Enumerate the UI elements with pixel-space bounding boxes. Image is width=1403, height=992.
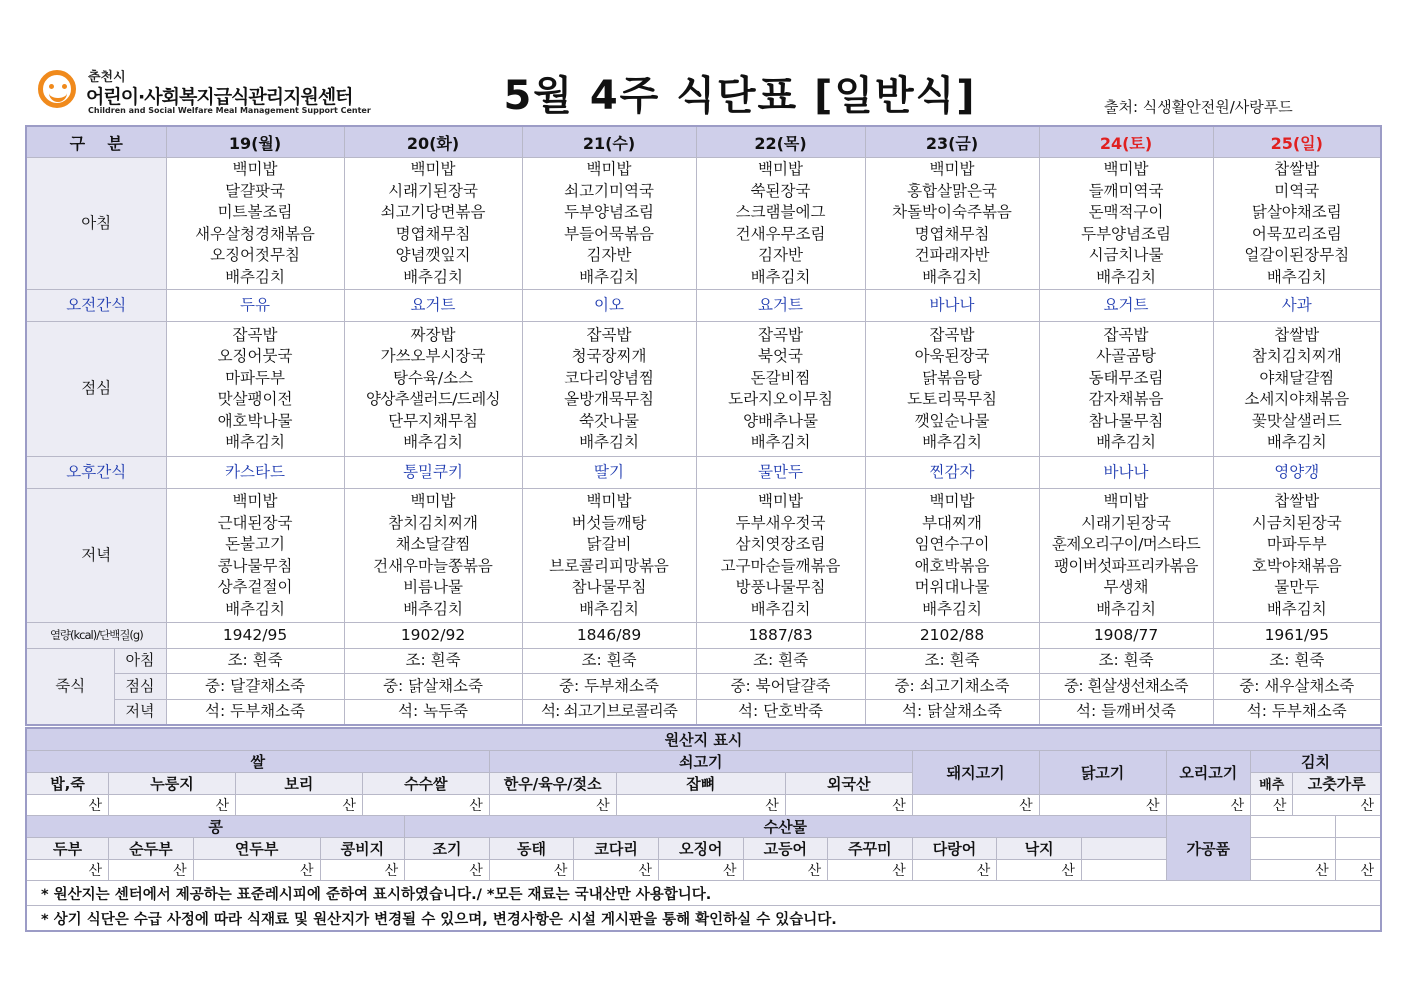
menu-item: 새우살청경채볶음 (195, 224, 315, 243)
origin-value: 산 (26, 795, 109, 816)
origin-beef-item: 잡뼈 (616, 773, 785, 795)
origin-note: * 원산지는 센터에서 제공하는 표준레시피에 준하여 표시하였습니다./ *모든 재료는 국내산만 사용합니다. (26, 881, 1381, 906)
origin-value: 산 (193, 860, 320, 881)
origin-blank (1251, 838, 1336, 860)
menu-item: 삼치엿장조림 (735, 535, 826, 553)
menu-item: 깻잎순나물 (914, 411, 990, 430)
menu-item: 백미밥 (929, 160, 975, 178)
menu-item: 미역국 (1274, 181, 1320, 200)
origin-processed-header: 가공품 (1166, 816, 1251, 881)
dinner-cell (696, 489, 865, 623)
dinner-cell (865, 489, 1039, 623)
origin-value: 산 (574, 860, 659, 881)
menu-item: 참나물무침 (571, 578, 647, 596)
kcal-value: 1942/95 (166, 623, 344, 649)
kcal-value: 2102/88 (865, 623, 1039, 649)
origin-title-row (26, 728, 1381, 751)
juk-lunch: 중: 달걀채소죽 (166, 674, 344, 700)
dinner-cell (522, 489, 696, 623)
day-header-sunday: 25(일) (1213, 126, 1381, 158)
origin-blank (1335, 816, 1381, 838)
juk-lunch: 중: 흰살생선채소죽 (1039, 674, 1213, 700)
origin-duck-header: 오리고기 (1166, 751, 1251, 795)
juk-breakfast: 조: 흰죽 (344, 649, 522, 674)
breakfast-cell (344, 158, 522, 290)
origin-seafood-item: 다랑어 (912, 838, 997, 860)
menu-item: 배추김치 (750, 267, 811, 286)
juk-dinner: 석: 단호박죽 (696, 700, 865, 725)
juk-dinner-label: 저녁 (114, 700, 166, 725)
origin-value: 산 (109, 795, 236, 816)
origin-value: 산 (997, 860, 1082, 881)
menu-item: 청국장찌개 (571, 347, 647, 365)
origin-kimchi-header: 김치 (1251, 751, 1381, 773)
menu-item: 쑥된장국 (750, 181, 811, 200)
origin-value: 산 (912, 860, 997, 881)
menu-item: 배추김치 (225, 267, 285, 286)
org-city: 춘천시 (88, 70, 126, 85)
pm-snack: 바나나 (1039, 457, 1213, 489)
menu-item: 감자채볶음 (1088, 390, 1164, 408)
origin-kimchi-item: 고춧가루 (1293, 773, 1381, 795)
origin-value: 산 (912, 795, 1039, 816)
menu-item: 돈갈비찜 (750, 368, 811, 387)
origin-value: 산 (616, 795, 785, 816)
origin-bean-item: 연두부 (193, 838, 320, 860)
origin-beef-header: 쇠고기 (489, 751, 912, 773)
menu-item: 돈맥적구이 (1088, 203, 1164, 221)
juk-dinner-row (26, 700, 1381, 725)
menu-item: 돈불고기 (225, 535, 285, 553)
menu-item: 참나물무침 (1088, 411, 1164, 430)
menu-item: 물만두 (1274, 578, 1320, 596)
kcal-value: 1846/89 (522, 623, 696, 649)
day-header-saturday: 24(토) (1039, 126, 1213, 158)
origin-blank (1251, 816, 1336, 838)
origin-chicken-header: 닭고기 (1039, 751, 1166, 795)
org-name-english: Children and Social Welfare Meal Management Support Center (88, 106, 371, 115)
menu-item: 시금치된장국 (1251, 513, 1342, 532)
origin-bean-item: 두부 (26, 838, 109, 860)
kcal-value: 1887/83 (696, 623, 865, 649)
menu-item: 도토리묵무침 (907, 390, 997, 408)
kcal-value: 1961/95 (1213, 623, 1381, 649)
lunch-label: 점심 (26, 322, 166, 457)
menu-item: 쇠고기미역국 (564, 181, 654, 200)
menu-item: 탕수육/소스 (392, 368, 474, 387)
menu-item: 코다리양념찜 (564, 368, 654, 387)
origin-blank (1081, 838, 1166, 860)
menu-item: 시래기된장국 (1081, 513, 1171, 532)
menu-item: 배추김치 (579, 433, 639, 451)
menu-item: 백미밥 (1103, 160, 1149, 178)
menu-item: 참치김치찌개 (1251, 347, 1342, 365)
juk-lunch: 중: 새우살채소죽 (1213, 674, 1381, 700)
menu-source: 출처: 식생활안전원/사랑푸드 (1104, 98, 1293, 116)
am-snack: 이오 (522, 290, 696, 322)
origin-pork-header: 돼지고기 (912, 751, 1039, 795)
kcal-row (26, 623, 1381, 649)
menu-item: 백미밥 (758, 492, 803, 510)
day-header: 23(금) (865, 126, 1039, 158)
day-header: 19(월) (166, 126, 344, 158)
origin-bean-header: 콩 (26, 816, 405, 838)
kcal-label: 열량(kcal)/단백질(g) (26, 623, 166, 649)
juk-lunch: 중: 쇠고기채소죽 (865, 674, 1039, 700)
menu-item: 백미밥 (1103, 492, 1149, 510)
menu-item: 훈제오리구이/머스타드 (1051, 535, 1201, 553)
menu-item: 배추김치 (403, 267, 463, 286)
juk-dinner: 석: 녹두죽 (344, 700, 522, 725)
menu-item: 소세지야채볶음 (1244, 390, 1350, 408)
lunch-cell (1213, 322, 1381, 457)
menu-item: 차돌박이숙주볶음 (892, 203, 1012, 221)
origin-value: 산 (658, 860, 743, 881)
menu-item: 버섯들깨탕 (571, 513, 647, 532)
menu-item: 시래기된장국 (388, 181, 478, 200)
juk-dinner: 석: 쇠고기브로콜리죽 (522, 700, 696, 725)
juk-lunch: 중: 닭살채소죽 (344, 674, 522, 700)
juk-dinner: 석: 들깨버섯죽 (1039, 700, 1213, 725)
menu-item: 임연수구이 (914, 535, 990, 553)
menu-item: 건새우무조림 (735, 224, 826, 243)
menu-item: 쑥갓나물 (579, 411, 639, 430)
menu-item: 무생채 (1103, 578, 1149, 596)
menu-item: 백미밥 (758, 160, 803, 178)
menu-item: 참치김치찌개 (388, 513, 478, 532)
origin-value: 산 (785, 795, 912, 816)
menu-item: 오징어뭇국 (217, 347, 293, 365)
menu-item: 닭살야채조림 (1251, 203, 1342, 221)
menu-item: 배추김치 (922, 267, 982, 286)
lunch-cell (166, 322, 344, 457)
center-logo (38, 66, 378, 120)
am-snack: 두유 (166, 290, 344, 322)
weekly-menu-table (25, 125, 1382, 726)
origin-blank (1335, 838, 1381, 860)
menu-item: 얼갈이된장무침 (1244, 246, 1350, 264)
category-header: 구 분 (26, 126, 166, 158)
kcal-value: 1902/92 (344, 623, 522, 649)
menu-item: 가쓰오부시장국 (380, 347, 486, 365)
origin-seafood-item: 코다리 (574, 838, 659, 860)
menu-item: 양념깻잎지 (395, 246, 471, 264)
juk-breakfast: 조: 흰죽 (865, 649, 1039, 674)
menu-item: 상추겉절이 (217, 578, 293, 596)
menu-item: 부대찌개 (922, 513, 982, 532)
origin-value: 산 (26, 860, 109, 881)
origin-seafood-item: 동태 (489, 838, 574, 860)
menu-item: 백미밥 (232, 492, 278, 510)
menu-item: 배추김치 (922, 599, 982, 618)
menu-item: 배추김치 (579, 599, 639, 618)
menu-item: 백미밥 (586, 160, 632, 178)
origin-kimchi-item: 배추 (1251, 773, 1293, 795)
origin-value: 산 (235, 795, 362, 816)
lunch-cell (522, 322, 696, 457)
day-header: 20(화) (344, 126, 522, 158)
origin-bean-item: 콩비지 (320, 838, 405, 860)
origin-seafood-item: 낙지 (997, 838, 1082, 860)
menu-item: 호박야채볶음 (1251, 556, 1342, 575)
menu-item: 배추김치 (1096, 433, 1156, 451)
breakfast-cell (166, 158, 344, 290)
day-header-row (26, 126, 1381, 158)
menu-item: 부들어묵볶음 (564, 224, 654, 243)
origin-table (25, 727, 1382, 932)
breakfast-label: 아침 (26, 158, 166, 290)
origin-value: 산 (109, 860, 194, 881)
menu-item: 쇠고기당면볶음 (380, 203, 486, 221)
menu-item: 애호박볶음 (914, 556, 990, 575)
origin-value: 산 (362, 795, 489, 816)
origin-rice-item: 보리 (235, 773, 362, 795)
menu-item: 백미밥 (410, 492, 456, 510)
am-snack-row (26, 290, 1381, 322)
origin-value: 산 (1335, 860, 1381, 881)
juk-breakfast: 조: 흰죽 (1213, 649, 1381, 674)
dinner-cell (1039, 489, 1213, 623)
menu-item: 팽이버섯파프리카볶음 (1054, 556, 1198, 575)
origin-value: 산 (1293, 795, 1381, 816)
pm-snack: 물만두 (696, 457, 865, 489)
menu-item: 양상추샐러드/드레싱 (366, 390, 500, 408)
origin-value: 산 (1166, 795, 1251, 816)
origin-rice-item: 밥,죽 (26, 773, 109, 795)
lunch-cell (696, 322, 865, 457)
pm-snack: 영양갱 (1213, 457, 1381, 489)
breakfast-cell (1039, 158, 1213, 290)
am-snack: 요거트 (1039, 290, 1213, 322)
menu-item: 배추김치 (579, 267, 639, 286)
menu-item: 미트볼조림 (217, 203, 293, 221)
origin-seafood-item: 주꾸미 (828, 838, 913, 860)
origin-rice-item: 수수쌀 (362, 773, 489, 795)
menu-item: 맛살팽이전 (217, 390, 293, 408)
juk-breakfast: 조: 흰죽 (696, 649, 865, 674)
org-name: 어린이·사회복지급식관리지원센터 (86, 86, 353, 108)
menu-item: 달걀팟국 (225, 181, 285, 200)
origin-value: 산 (743, 860, 828, 881)
note-row-1 (26, 881, 1381, 906)
am-snack: 요거트 (696, 290, 865, 322)
day-header: 22(목) (696, 126, 865, 158)
am-snack: 바나나 (865, 290, 1039, 322)
menu-item: 배추김치 (1266, 599, 1327, 618)
origin-blank (1081, 860, 1166, 881)
origin-seafood-header: 수산물 (405, 816, 1166, 838)
menu-item: 잡곡밥 (758, 325, 803, 344)
juk-lunch: 중: 두부채소죽 (522, 674, 696, 700)
menu-item: 오징어젓무침 (210, 246, 300, 264)
juk-dinner: 석: 두부채소죽 (166, 700, 344, 725)
menu-item: 명엽채무침 (914, 224, 990, 243)
origin-group-row-1 (26, 751, 1381, 773)
lunch-row (26, 322, 1381, 457)
menu-item: 찹쌀밥 (1274, 325, 1320, 344)
menu-item: 배추김치 (750, 599, 811, 618)
menu-item: 들깨미역국 (1088, 181, 1164, 200)
menu-item: 백미밥 (586, 492, 632, 510)
lunch-cell (865, 322, 1039, 457)
menu-item: 두부양념조림 (564, 203, 654, 221)
menu-item: 닭갈비 (586, 535, 632, 553)
menu-item: 배추김치 (403, 599, 463, 618)
pm-snack: 통밀쿠키 (344, 457, 522, 489)
am-snack-label: 오전간식 (26, 290, 166, 322)
menu-item: 잡곡밥 (929, 325, 975, 344)
am-snack: 요거트 (344, 290, 522, 322)
juk-dinner: 석: 닭살채소죽 (865, 700, 1039, 725)
menu-item: 브로콜리피망볶음 (549, 556, 669, 575)
pm-snack: 카스타드 (166, 457, 344, 489)
menu-item: 배추김치 (750, 433, 811, 451)
menu-item: 꽃맛살샐러드 (1251, 411, 1342, 430)
juk-lunch: 중: 북어달걀죽 (696, 674, 865, 700)
origin-value: 산 (828, 860, 913, 881)
menu-item: 양배추나물 (743, 411, 818, 430)
origin-title: 원산지 표시 (26, 728, 1381, 751)
juk-lunch-label: 점심 (114, 674, 166, 700)
pm-snack-label: 오후간식 (26, 457, 166, 489)
breakfast-cell (865, 158, 1039, 290)
menu-item: 잡곡밥 (232, 325, 278, 344)
menu-item: 머위대나물 (914, 578, 990, 596)
origin-value: 산 (1039, 795, 1166, 816)
menu-item: 홍합살맑은국 (907, 181, 997, 200)
menu-item: 채소달걀찜 (395, 535, 471, 553)
menu-item: 백미밥 (410, 160, 456, 178)
origin-group-row-2 (26, 816, 1381, 838)
juk-label: 죽식 (26, 649, 114, 725)
pm-snack: 딸기 (522, 457, 696, 489)
menu-item: 배추김치 (225, 433, 285, 451)
menu-item: 사골곰탕 (1096, 347, 1156, 365)
menu-item: 찹쌀밥 (1274, 492, 1320, 510)
menu-item: 찹쌀밥 (1274, 160, 1320, 178)
juk-breakfast-row (26, 649, 1381, 674)
menu-item: 배추김치 (225, 599, 285, 618)
juk-breakfast: 조: 흰죽 (166, 649, 344, 674)
juk-dinner: 석: 두부채소죽 (1213, 700, 1381, 725)
menu-item: 백미밥 (929, 492, 975, 510)
menu-item: 도라지오이무침 (728, 390, 833, 408)
menu-item: 배추김치 (1266, 267, 1327, 286)
menu-item: 배추김치 (403, 433, 463, 451)
breakfast-cell (522, 158, 696, 290)
origin-value: 산 (1251, 795, 1293, 816)
dinner-cell (166, 489, 344, 623)
menu-item: 야채달걀찜 (1259, 368, 1335, 387)
dinner-cell (344, 489, 522, 623)
menu-item: 건새우마늘쫑볶음 (373, 556, 493, 575)
menu-item: 아욱된장국 (914, 347, 990, 365)
origin-bean-item: 순두부 (109, 838, 194, 860)
breakfast-cell (1213, 158, 1381, 290)
menu-item: 어묵꼬리조림 (1251, 224, 1342, 243)
origin-value: 산 (1251, 860, 1336, 881)
am-snack: 사과 (1213, 290, 1381, 322)
menu-item: 방풍나물무침 (735, 578, 826, 596)
juk-breakfast: 조: 흰죽 (522, 649, 696, 674)
origin-rice-item: 누룽지 (109, 773, 236, 795)
origin-seafood-item: 고등어 (743, 838, 828, 860)
menu-item: 배추김치 (1096, 267, 1156, 286)
menu-item: 김자반 (586, 246, 632, 264)
menu-item: 배추김치 (922, 433, 982, 451)
menu-item: 짜장밥 (410, 325, 456, 344)
pm-snack-row (26, 457, 1381, 489)
menu-item: 건파래자반 (914, 246, 990, 264)
lunch-cell (1039, 322, 1213, 457)
menu-item: 시금치나물 (1088, 246, 1164, 264)
kcal-value: 1908/77 (1039, 623, 1213, 649)
menu-item: 마파두부 (225, 368, 285, 387)
dinner-row (26, 489, 1381, 623)
menu-item: 백미밥 (232, 160, 278, 178)
juk-breakfast-label: 아침 (114, 649, 166, 674)
dinner-label: 저녁 (26, 489, 166, 623)
menu-item: 잡곡밥 (586, 325, 632, 344)
origin-rice-header: 쌀 (26, 751, 489, 773)
origin-value-row-1 (26, 795, 1381, 816)
juk-breakfast: 조: 흰죽 (1039, 649, 1213, 674)
origin-value: 산 (489, 860, 574, 881)
menu-item: 스크램블에그 (735, 203, 826, 221)
page-title: 5월 4주 식단표 [일반식] (503, 73, 977, 119)
menu-item: 잡곡밥 (1103, 325, 1149, 344)
origin-beef-item: 외국산 (785, 773, 912, 795)
origin-seafood-item: 조기 (405, 838, 490, 860)
menu-item: 명엽채무침 (395, 224, 471, 243)
menu-item: 근대된장국 (217, 513, 293, 532)
menu-item: 마파두부 (1266, 535, 1327, 553)
breakfast-cell (696, 158, 865, 290)
menu-item: 북엇국 (758, 347, 803, 365)
lunch-cell (344, 322, 522, 457)
origin-seafood-item: 오징어 (658, 838, 743, 860)
menu-item: 올방개묵무침 (564, 390, 654, 408)
menu-item: 콩나물무침 (217, 556, 293, 575)
dinner-cell (1213, 489, 1381, 623)
menu-item: 배추김치 (1266, 433, 1327, 451)
menu-item: 고구마순들깨볶음 (720, 556, 841, 575)
note-row-2 (26, 906, 1381, 932)
smile-logo-icon (38, 70, 76, 108)
origin-value: 산 (320, 860, 405, 881)
menu-item: 동태무조림 (1088, 368, 1164, 387)
menu-item: 단무지채무침 (388, 411, 478, 430)
pm-snack: 찐감자 (865, 457, 1039, 489)
origin-beef-item: 한우/육우/젖소 (489, 773, 616, 795)
menu-item: 닭볶음탕 (922, 368, 982, 387)
menu-item: 배추김치 (1096, 599, 1156, 618)
menu-change-note: * 상기 식단은 수급 사정에 따라 식재료 및 원산지가 변경될 수 있으며, 변경사항은 시설 게시판을 통해 확인하실 수 있습니다. (26, 906, 1381, 932)
origin-value: 산 (405, 860, 490, 881)
menu-item: 김자반 (758, 246, 803, 264)
menu-item: 두부양념조림 (1081, 224, 1171, 243)
menu-item: 비름나물 (403, 578, 463, 596)
juk-lunch-row (26, 674, 1381, 700)
origin-value: 산 (489, 795, 616, 816)
page-header (0, 0, 1403, 124)
day-header: 21(수) (522, 126, 696, 158)
breakfast-row (26, 158, 1381, 290)
menu-item: 두부새우젓국 (735, 513, 826, 532)
menu-item: 애호박나물 (217, 411, 293, 430)
